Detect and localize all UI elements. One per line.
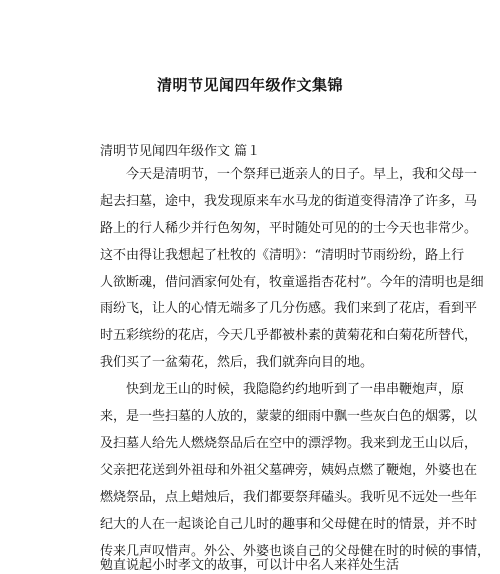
text-line-cut-off: 勉直说起小时孝文的故事，可以计中名人来祥处生活 <box>100 558 400 573</box>
text-line: 人欲断魂，借问酒家何处有，牧童遥指杏花村”。今年的清明也是细 <box>100 275 484 290</box>
text-line: 燃烧祭品，点上蜡烛后，我们都要祭拜磕头。我听见不远处一些年 <box>100 490 478 505</box>
text-line: 及扫墓人给先人燃烧祭品后在空中的漂浮物。我来到龙王山以后， <box>100 436 478 451</box>
text-line: 雨纷飞，让人的心情无端多了几分伤感。我们来到了花店，看到平 <box>100 301 478 316</box>
text-line: 起去扫墓，途中，我发现原来车水马龙的街道变得清净了许多，马 <box>100 194 478 209</box>
section-heading: 清明节见闻四年级作文 篇１ <box>100 144 261 159</box>
text-line: 来，是一些扫墓的人放的，蒙蒙的细雨中飘一些灰白色的烟雾，以 <box>100 409 478 424</box>
text-line: 时五彩缤纷的花店，今天几乎都被朴素的黄菊花和白菊花所替代， <box>100 328 478 343</box>
text-line: 父亲把花送到外祖母和外祖父墓碑旁，姨妈点燃了鞭炮，外婆也在 <box>100 463 478 478</box>
text-line: 今天是清明节，一个祭拜已逝亲人的日子。早上，我和父母一 <box>126 167 478 182</box>
text-line: 路上的行人稀少并行色匆匆，平时随处可见的的士今天也非常少。 <box>100 221 478 236</box>
text-line: 纪大的人在一起谈论自己儿时的趣事和父母健在时的情景，并不时 <box>100 517 478 532</box>
text-line: 快到龙王山的时候，我隐隐约约地听到了一串串鞭炮声，原 <box>126 382 465 397</box>
document-title: 清明节见闻四年级作文集锦 <box>156 76 343 94</box>
text-line: 传来几声叹惜声。外公、外婆也谈自己的父母健在时的时候的事情， <box>100 544 491 559</box>
text-line: 我们买了一盆菊花，然后，我们就奔向目的地。 <box>100 355 374 370</box>
text-line: 这不由得让我想起了杜牧的《清明》：“清明时节雨纷纷，路上行 <box>100 248 465 263</box>
